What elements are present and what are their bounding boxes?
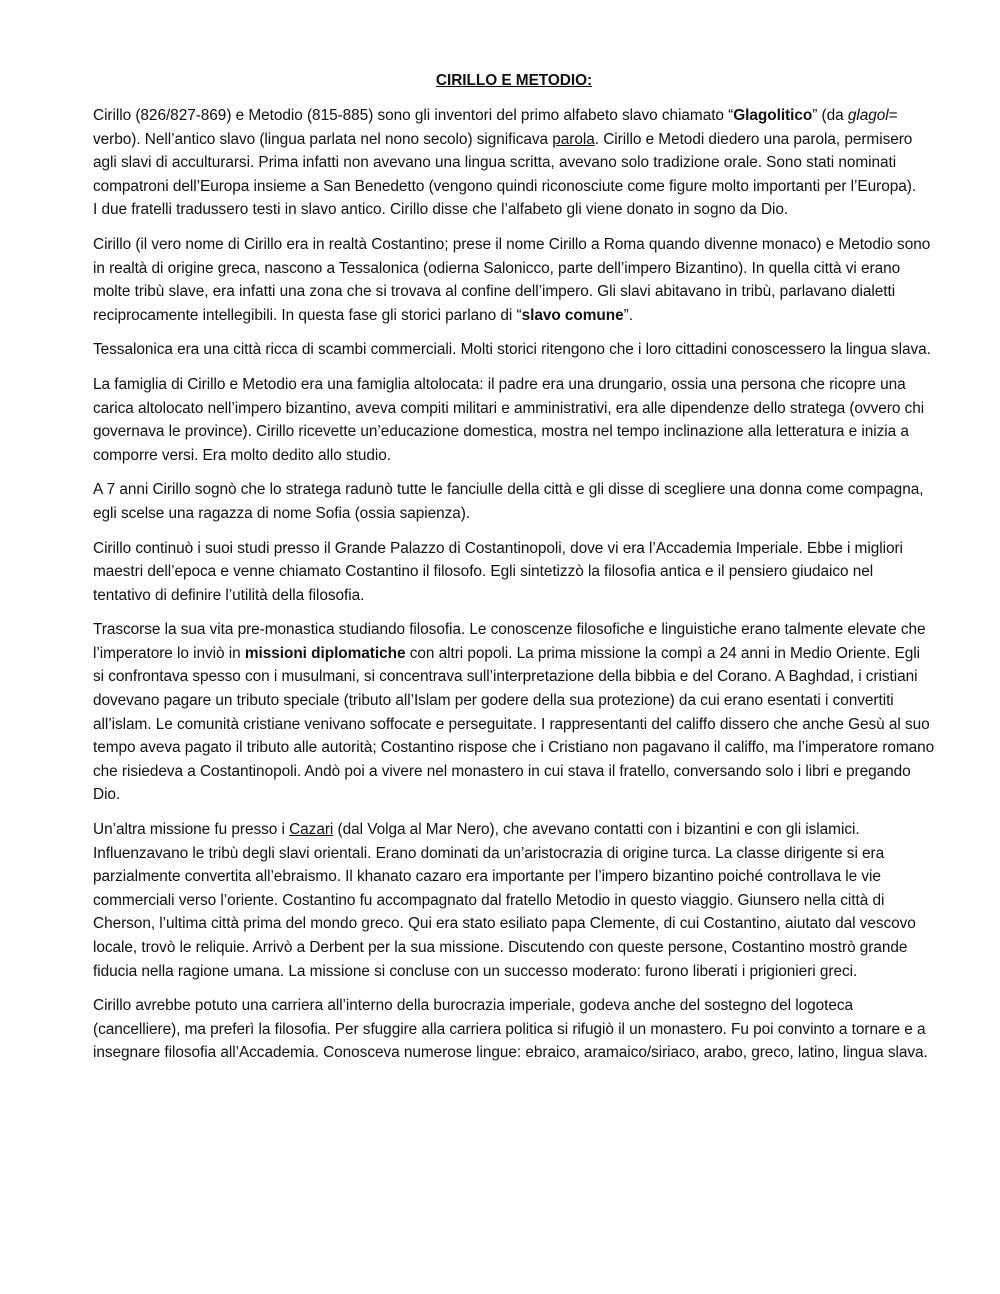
paragraph-2	[93, 233, 935, 327]
parola-term: parola	[552, 130, 595, 148]
cazari-term: Cazari	[289, 821, 334, 839]
paragraph-7-text-c: con altri popoli. La prima missione la compì a 24 anni in Medio Oriente. Egli si confrontava spesso con i musulmani, si concentrava sull’interpretazione della bibbia e del Corano. A Baghdad, i cristiani dovevano pagare un tributo speciale (tributo all’Islam per godere della sua protezione) da cui erano esentati i convertiti all’islam. Le comunità cristiane venivano soffocate e perseguitate. I rappresentanti del califfo dissero che anche Gesù al suo tempo aveva pagato il tributo alle autorità; Costantino rispose che i Cristiano non pagavano il califfo, ma l’imperatore romano che risiedeva a Costantinopoli. Andò poi a vivere nel monastero in cui stava il fratello, conversando solo i libri e pregando Dio.	[93, 644, 935, 804]
glagol-term: glagol	[847, 107, 889, 124]
document-page	[93, 70, 935, 1076]
paragraph-9: Cirillo avrebbe potuto una carriera all’interno della burocrazia imperiale, godeva anche del sostegno del logoteca (cancelliere), ma preferì la filosofia. Per sfuggire alla carriera politica si rifugiò il un monastero. Fu poi convinto a tornare e a insegnare filosofia all’Accademia. Conosceva numerose lingue: ebraico, aramaico/siriaco, arabo, greco, latino, lingua slava.	[93, 997, 928, 1062]
paragraph-5: A 7 anni Cirillo sognò che lo stratega radunò tutte le fanciulle della città e gli disse di scegliere una donna come compagna, egli scelse una ragazza di nome Sofia (ossia sapienza).	[93, 481, 924, 522]
slavo-comune-term: slavo comune	[521, 306, 624, 324]
paragraph-4: La famiglia di Cirillo e Metodio era una famiglia altolocata: il padre era una drungario, ossia una persona che ricopre una carica altolocato nell’impero bizantino, aveva compiti militari e amministrativi, era alle dipendenze dello stratega (ovvero chi governava le province). Cirillo ricevette un’educazione domestica, mostra nel tempo inclinazione alla letteratura e inizia a comporre versi. Era molto dedito allo studio.	[93, 375, 925, 464]
paragraph-1-text-h: I due fratelli tradussero testi in slavo antico. Cirillo disse che l’alfabeto gli viene donato in sogno da Dio.	[93, 201, 789, 219]
paragraph-2-text-a: Cirillo (il vero nome di Cirillo era in realtà Costantino; prese il nome Cirillo a Roma quando divenne monaco) e Metodio sono in realtà di origine greca, nascono a Tessalonica (odierna Salonicco, parte dell’impero Bizantino). In quella città vi erano molte tribù slave, era infatti una zona che si trovava al confine dell’impero. Gli slavi abitavano in tribù, parlavano dialetti reciprocamente intellegibili. In questa fase gli storici parlano di “	[93, 235, 931, 324]
paragraph-8-text-a: Un’altra missione fu presso i	[93, 821, 290, 839]
missioni-diplomatiche-term: missioni diplomatiche	[244, 644, 406, 662]
paragraph-8	[93, 818, 935, 983]
paragraph-1-text-a: Cirillo (826/827-869) e Metodio (815-885) sono gli inventori del primo alfabeto slavo chiamato “	[93, 107, 734, 124]
paragraph-6: Cirillo continuò i suoi studi presso il Grande Palazzo di Costantinopoli, dove vi era l’Accademia Imperiale. Ebbe i migliori maestri dell’epoca e venne chiamato Costantino il filosofo. Egli sintetizzò la filosofia antica e il pensiero giudaico nel tentativo di definire l’utilità della filosofia.	[93, 539, 903, 604]
paragraph-3: Tessalonica era una città ricca di scambi commerciali. Molti storici ritengono che i loro cittadini conoscessero la lingua slava.	[93, 341, 931, 359]
paragraph-1-text-g: . Cirillo e Metodi diedero una parola, permisero agli slavi di acculturarsi. Prima infatti non avevano una lingua scritta, avevano solo tradizione orale. Sono stati nominati compatroni dell’Europa insieme a San Benedetto (vengono quindi riconosciute come figure molto importanti per l’Europa).	[93, 130, 917, 195]
glagolitico-term: Glagolitico	[733, 107, 813, 124]
document-title: CIRILLO E METODIO:	[435, 72, 593, 89]
paragraph-7	[93, 618, 935, 807]
paragraph-7-text-a: Trascorse la sua vita pre-monastica studiando filosofia. Le conoscenze filosofiche e linguistiche erano talmente elevate che l’imperatore lo inviò in	[93, 621, 926, 662]
paragraph-8-text-c: (dal Volga al Mar Nero), che avevano contatti con i bizantini e con gli islamici. Influenzavano le tribù degli slavi orientali. Erano dominati da un’aristocrazia di origine turca. La classe dirigente si era parzialmente convertita all’ebraismo. Il khanato cazaro era importante per l’impero bizantino poiché controllava le vie commerciali verso l’oriente. Costantino fu accompagnato dal fratello Metodio in questo viaggio. Giunsero nella città di Cherson, l’ultima città prima del mondo greco. Qui era stato esiliato papa Clemente, di cui Costantino, aiutato dal vescovo locale, trovò le reliquie. Arrivò a Derbent per la sua missione. Discutendo con queste persone, Costantino mostrò grande fiducia nella ragione umana. La missione si concluse con un successo moderato: furono liberati i prigionieri greci.	[93, 821, 916, 980]
paragraph-1-text-e: = verbo). Nell’antico slavo (lingua parlata nel nono secolo) significava	[93, 107, 898, 148]
paragraph-1-text-c: ” (da	[812, 107, 848, 124]
paragraph-1	[93, 104, 935, 222]
paragraph-2-text-c: ”.	[623, 306, 633, 324]
